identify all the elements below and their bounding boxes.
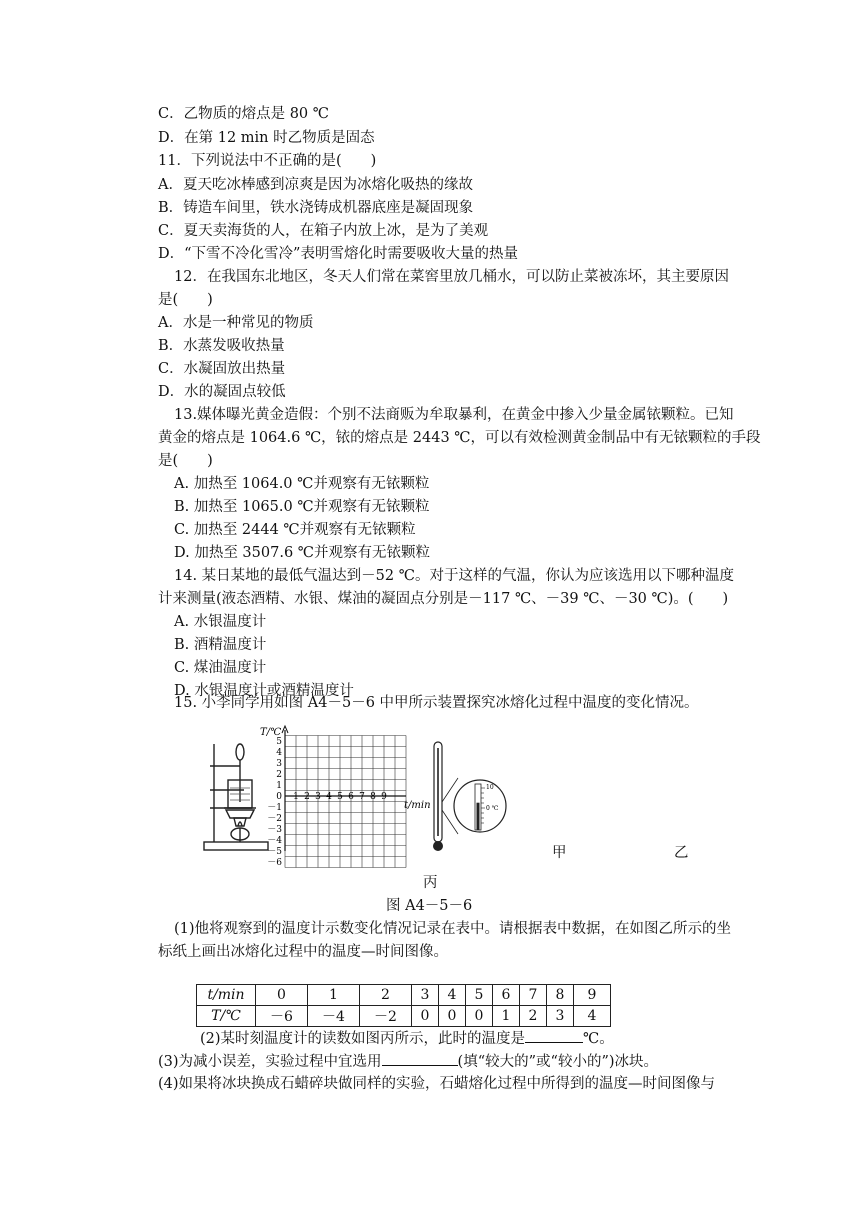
q14-option-c: C. 煤油温度计 (174, 660, 267, 676)
y-tick-label: －4 (267, 836, 282, 846)
table-header-temp: T/℃ (197, 1006, 256, 1027)
x-tick-label: 8 (370, 792, 376, 802)
x-tick-label: 5 (337, 792, 343, 802)
answer-blank-ice-size[interactable] (382, 1051, 458, 1066)
question-12-cont: 是( ) (158, 292, 213, 308)
figure-label-jia: 甲 (552, 845, 567, 861)
q12-option-d: D．水的凝固点较低 (158, 384, 286, 400)
q13-option-d: D. 加热至 3507.6 ℃并观察有无铱颗粒 (174, 545, 431, 561)
question-14-cont: 计来测量(液态酒精、水银、煤油的凝固点分别是－117 ℃、－39 ℃、－30 ℃)。( ) (158, 591, 729, 607)
table-row (197, 1006, 611, 1027)
x-tick-label: 2 (304, 792, 310, 802)
y-tick-label: 5 (276, 737, 282, 747)
table-cell: －4 (308, 1006, 360, 1027)
x-tick-label: 3 (315, 792, 321, 802)
table-cell: 0 (256, 985, 308, 1006)
table-cell: 1 (493, 1006, 520, 1027)
table-cell: 0 (412, 1006, 439, 1027)
table-cell: 8 (547, 985, 574, 1006)
x-axis-label: t/min (404, 800, 431, 811)
q15-part1-cont: 标纸上画出冰熔化过程中的温度—时间图像。 (158, 944, 448, 960)
q15-part2-text: (2)某时刻温度计的读数如图丙所示，此时的温度是 (200, 1031, 526, 1047)
q11-option-c: C．夏天卖海货的人，在箱子内放上冰，是为了美观 (158, 223, 489, 239)
y-tick-label: －5 (267, 847, 282, 857)
table-cell: 6 (493, 985, 520, 1006)
figure-label-bing: 丙 (423, 875, 438, 891)
answer-blank-temperature[interactable] (525, 1028, 583, 1043)
q12-option-a: A．水是一种常见的物质 (158, 315, 314, 331)
x-tick-label: 1 (293, 792, 299, 802)
x-tick-label: 9 (381, 792, 387, 802)
data-table (196, 984, 611, 1027)
y-tick-label: 4 (276, 748, 282, 758)
table-header-time: t/min (197, 985, 256, 1006)
y-tick-label: －6 (267, 858, 282, 868)
y-tick-label: 2 (276, 770, 282, 780)
option-c-melting-point: C．乙物质的熔点是 80 ℃ (158, 106, 329, 122)
x-tick-label: 6 (348, 792, 354, 802)
thermometer-top-label: 10 (486, 784, 494, 791)
question-15: 15. 小李同学用如图 A4－5－6 中甲所示装置探究冰熔化过程中温度的变化情况。 (174, 695, 699, 711)
y-tick-label: 1 (276, 781, 282, 791)
table-cell: 2 (520, 1006, 547, 1027)
q14-option-d: D. 水银温度计或酒精温度计 (174, 683, 354, 699)
table-cell: 9 (574, 985, 611, 1006)
q12-option-b: B．水蒸发吸收热量 (158, 338, 285, 354)
q13-option-a: A. 加热至 1064.0 ℃并观察有无铱颗粒 (174, 476, 430, 492)
y-tick-label: －1 (267, 803, 282, 813)
table-cell: 5 (466, 985, 493, 1006)
figure-caption: 图 A4－5－6 (386, 898, 473, 914)
question-12: 12．在我国东北地区，冬天人们常在菜窖里放几桶水，可以防止菜被冻坏，其主要原因 (174, 269, 729, 285)
question-13: 13.媒体曝光黄金造假：个别不法商贩为牟取暴利，在黄金中掺入少量金属铱颗粒。已知 (174, 407, 734, 423)
thermometer-liquid (477, 803, 480, 830)
y-tick-label: 3 (276, 759, 282, 769)
q15-part3-hint: (填“较大的”或“较小的”)冰块。 (457, 1054, 659, 1070)
question-13-cont: 黄金的熔点是 1064.6 ℃，铱的熔点是 2443 ℃，可以有效检测黄金制品中有无铱颗粒的手段 (158, 430, 761, 446)
q14-option-b: B. 酒精温度计 (174, 637, 267, 653)
q15-part3-text: (3)为减小误差，实验过程中宜选用 (158, 1054, 382, 1070)
table-cell: 2 (360, 985, 412, 1006)
x-tick-label: 7 (359, 792, 365, 802)
question-14: 14. 某日某地的最低气温达到－52 ℃。对于这样的气温，你认为应该选用以下哪种温度 (174, 568, 734, 584)
q15-part3 (158, 1051, 658, 1072)
x-tick-label: 4 (326, 792, 332, 802)
thermometer-zero-label: 0 ℃ (486, 805, 499, 812)
y-tick-label: －2 (267, 814, 282, 824)
table-cell: 0 (439, 1006, 466, 1027)
y-tick-label: 0 (276, 792, 282, 802)
temperature-time-graph (254, 720, 444, 868)
question-13-cont2: 是( ) (158, 453, 213, 469)
table-row (197, 985, 611, 1006)
q11-option-b: B．铸造车间里，铁水浇铸成机器底座是凝固现象 (158, 200, 474, 216)
table-cell: 7 (520, 985, 547, 1006)
figure-label-yi: 乙 (674, 845, 689, 861)
table-cell: －2 (360, 1006, 412, 1027)
table-cell: 4 (439, 985, 466, 1006)
y-tick-label: －3 (267, 825, 282, 835)
table-cell: 4 (574, 1006, 611, 1027)
question-11: 11．下列说法中不正确的是( ) (158, 153, 377, 169)
thermometer-figure (428, 738, 508, 858)
q11-option-d: D．“下雪不冷化雪冷”表明雪熔化时需要吸收大量的热量 (158, 246, 518, 262)
table-cell: 1 (308, 985, 360, 1006)
q12-option-c: C．水凝固放出热量 (158, 361, 286, 377)
table-cell: 3 (412, 985, 439, 1006)
option-d-state: D．在第 12 min 时乙物质是固态 (158, 130, 375, 146)
q15-part4: (4)如果将冰块换成石蜡碎块做同样的实验，石蜡熔化过程中所得到的温度—时间图像与 (158, 1076, 716, 1092)
q13-option-b: B. 加热至 1065.0 ℃并观察有无铱颗粒 (174, 499, 430, 515)
q13-option-c: C. 加热至 2444 ℃并观察有无铱颗粒 (174, 522, 416, 538)
y-axis-label: T/℃ (260, 727, 282, 738)
q15-part2 (200, 1028, 614, 1049)
q11-option-a: A．夏天吃冰棒感到凉爽是因为冰熔化吸热的缘故 (158, 177, 473, 193)
q15-part1: (1)他将观察到的温度计示数变化情况记录在表中。请根据表中数据，在如图乙所示的坐 (174, 921, 732, 937)
q15-part2-unit: ℃。 (583, 1031, 614, 1047)
q14-option-a: A. 水银温度计 (174, 614, 267, 630)
table-cell: 3 (547, 1006, 574, 1027)
table-cell: －6 (256, 1006, 308, 1027)
table-cell: 0 (466, 1006, 493, 1027)
